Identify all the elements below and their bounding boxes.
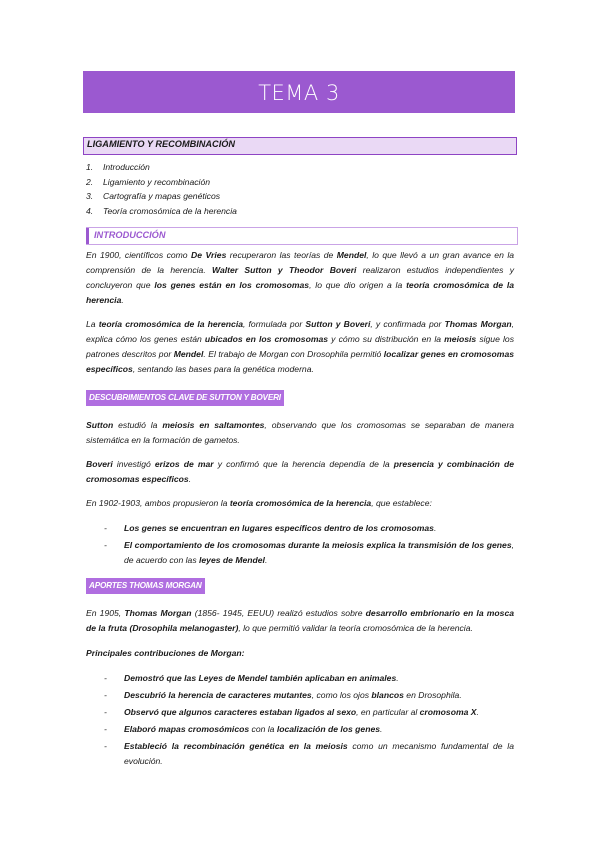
toc-item: 1. Introducción — [86, 162, 150, 172]
text-run: , lo que llevó a un gran avance en la comprensión de la herencia. — [86, 250, 515, 275]
bold-text: meiosis — [444, 334, 477, 344]
text-run: , explica cómo los genes están — [86, 319, 514, 344]
text-run: En 1902-1903, ambos propusieron la — [86, 498, 230, 508]
text-run: , como los ojos — [311, 690, 372, 700]
text-run: . — [433, 523, 437, 533]
bold-text: Demostró que las Leyes de Mendel también aplicaban en animales — [124, 673, 397, 683]
paragraph-1900 — [86, 248, 514, 308]
toc-item: 3. Cartografía y mapas genéticos — [86, 191, 221, 201]
text-run: . — [396, 673, 399, 683]
text-run: y confirmó que la herencia dependía de la — [213, 459, 394, 469]
text-run: La — [86, 319, 99, 329]
text-run: , lo que permitió validar la teoría cromosómica de la herencia. — [238, 623, 473, 633]
paragraph-theory — [86, 317, 514, 377]
subheading-morgan: APORTES THOMAS MORGAN — [86, 578, 205, 594]
bold-text: desarrollo embrionario en la mosca de la fruta (Drosophila melanogaster) — [86, 608, 515, 633]
bold-text: Boveri — [86, 459, 113, 469]
theory-list — [104, 521, 514, 570]
text-run: con la — [249, 724, 277, 734]
intro-heading: INTRODUCCIÓN — [94, 230, 166, 240]
bold-text: teoría cromosómica de la herencia — [86, 280, 514, 305]
bold-text: Sutton — [86, 420, 114, 430]
text-run: , de acuerdo con las — [124, 540, 514, 565]
dash-bullet: - — [104, 540, 107, 550]
bold-text: El comportamiento de los cromosomas durante la meiosis explica la transmisión de los genes — [124, 540, 512, 550]
list-item — [104, 705, 514, 720]
text-run: y cómo su distribución en la — [328, 334, 445, 344]
list-item — [104, 688, 514, 703]
text-run: En 1900, científicos como — [86, 250, 192, 260]
bold-text: teoría cromosómica de la herencia — [98, 319, 244, 329]
section-heading: LIGAMIENTO Y RECOMBINACIÓN — [87, 139, 236, 149]
bold-text: meiosis en saltamontes — [162, 420, 265, 430]
bold-text: Thomas Morgan — [124, 608, 192, 618]
text-run: sigue los patrones descritos por — [86, 334, 514, 359]
list-item — [104, 538, 514, 568]
text-run: (1856- 1945, EEUU) realizó estudios sobre — [191, 608, 366, 618]
page-title: TEMA 3 — [83, 71, 515, 113]
bold-text: erizos de mar — [154, 459, 214, 469]
bold-text: localización de los genes — [276, 724, 381, 734]
list-item — [104, 722, 514, 737]
bold-text: Descubrió la herencia de caracteres mutantes — [124, 690, 312, 700]
bold-text: Estableció la recombinación genética en la meiosis — [124, 741, 348, 751]
bold-text: blancos — [371, 690, 404, 700]
text-run: , y confirmada por — [370, 319, 445, 329]
dash-bullet: - — [104, 741, 107, 751]
paragraph-1905 — [86, 606, 514, 636]
text-run: . — [121, 295, 124, 305]
bold-text: Walter Sutton y Theodor Boveri — [212, 265, 357, 275]
list-item — [104, 671, 514, 686]
heading-accent-bar — [86, 228, 89, 244]
paragraph-1902 — [86, 496, 514, 511]
paragraph-boveri — [86, 457, 514, 487]
bold-text: Mendel — [173, 349, 204, 359]
dash-bullet: - — [104, 707, 107, 717]
bold-text: Observó que algunos caracteres estaban ligados al sexo — [124, 707, 357, 717]
text-run: en Drosophila. — [403, 690, 462, 700]
text-run: . — [476, 707, 479, 717]
bold-text: presencia y combinación de cromosomas específicos — [86, 459, 514, 484]
text-run: estudió la — [113, 420, 163, 430]
text-run: como un mecanismo fundamental de la evolución. — [124, 741, 514, 766]
text-run: , lo que dio origen a la — [309, 280, 407, 290]
subheading-sutton-boveri: DESCUBRIMIENTOS CLAVE DE SUTTON Y BOVERI — [86, 390, 284, 406]
text-run: En 1905, — [86, 608, 125, 618]
text-run: , observando que los cromosomas se separaban de manera sistemática en la formación de gametos. — [86, 420, 514, 445]
text-run: investigó — [112, 459, 155, 469]
dash-bullet: - — [104, 724, 107, 734]
text-run: recuperaron las teorías de — [226, 250, 337, 260]
contributions-list — [104, 671, 514, 771]
bold-text: ubicados en los cromosomas — [204, 334, 329, 344]
bold-text: los genes están en los cromosomas — [154, 280, 310, 290]
toc-item: 2. Ligamiento y recombinación — [86, 176, 211, 187]
paragraph-contributions — [86, 646, 514, 661]
dash-bullet: - — [104, 673, 107, 683]
bold-text: De Vries — [191, 250, 227, 260]
list-item — [104, 521, 514, 536]
bold-text: Principales contribuciones de Morgan: — [86, 648, 245, 658]
bold-text: Sutton y Boveri — [305, 319, 371, 329]
text-run: . El trabajo de Morgan con Drosophila permitió — [203, 349, 384, 359]
text-run: , formulada por — [243, 319, 306, 329]
bold-text: Los genes se encuentran en lugares específicos dentro de los cromosomas — [124, 523, 434, 533]
list-item — [104, 739, 514, 769]
paragraph-sutton — [86, 418, 514, 448]
bold-text: leyes de Mendel — [199, 555, 265, 565]
bold-text: localizar genes en cromosomas específicos — [86, 349, 515, 374]
bold-text: Thomas Morgan — [444, 319, 512, 329]
text-run: realizaron estudios independientes y concluyeron que — [86, 265, 514, 290]
toc-item: 4. Teoría cromosómica de la herencia — [86, 205, 237, 216]
dash-bullet: - — [104, 523, 107, 533]
table-of-contents — [86, 160, 237, 218]
bold-text: cromosoma X — [419, 707, 477, 717]
text-run: . — [188, 474, 192, 484]
text-run: , sentando las bases para la genética moderna. — [132, 364, 314, 374]
bold-text: Mendel — [336, 250, 367, 260]
intro-heading-box — [86, 227, 518, 245]
bold-text: Elaboró mapas cromosómicos — [124, 724, 250, 734]
text-run: . — [264, 555, 268, 565]
text-run: . — [380, 724, 383, 734]
bold-text: teoría cromosómica de la herencia — [229, 498, 372, 508]
section-heading-box — [83, 137, 517, 155]
text-run: , en particular al — [356, 707, 420, 717]
text-run: , que establece: — [371, 498, 432, 508]
dash-bullet: - — [104, 690, 107, 700]
